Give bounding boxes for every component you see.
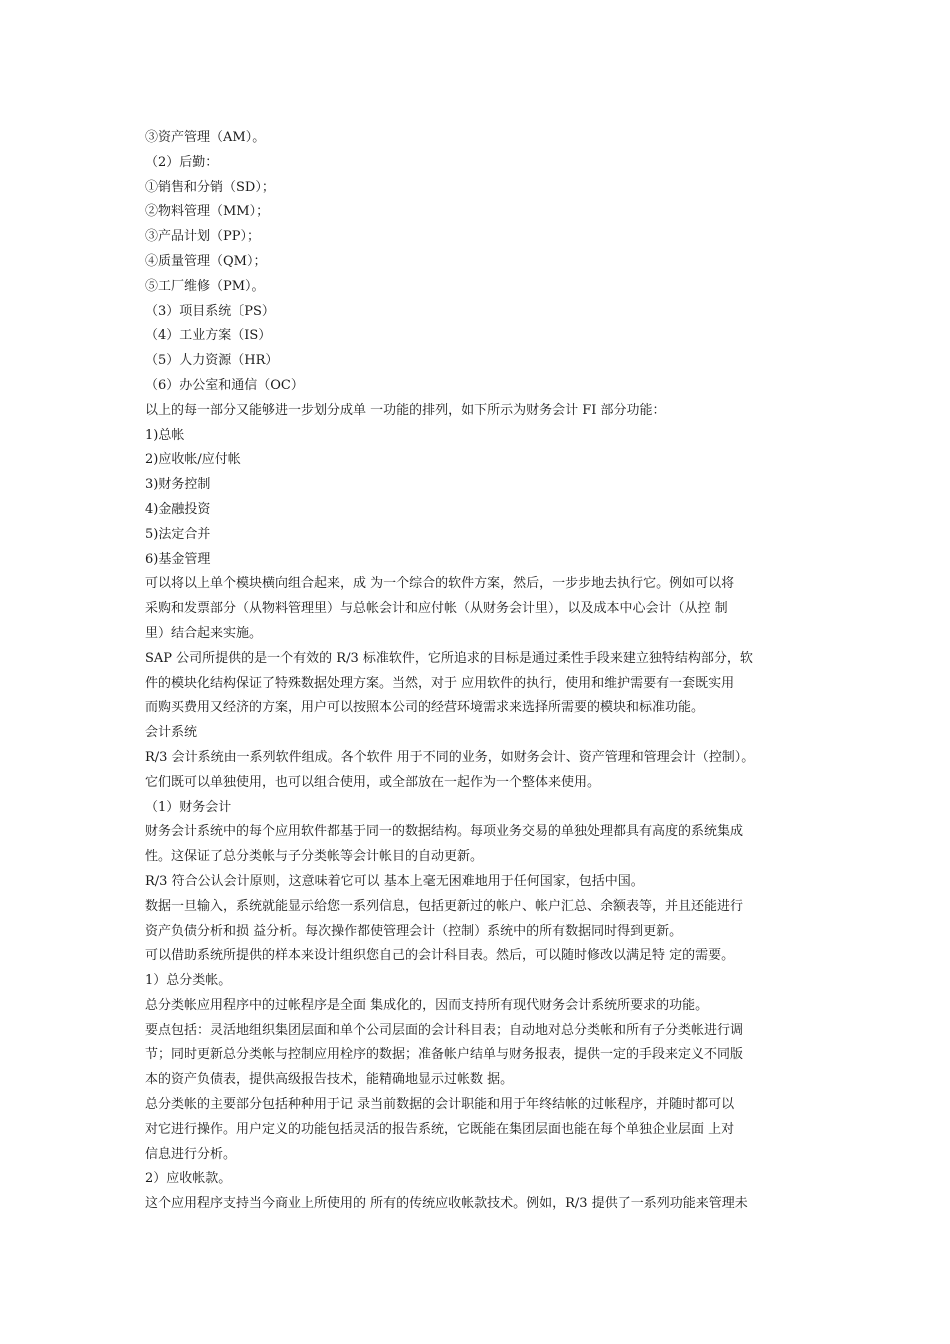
paragraph: 1）总分类帐。 [145,973,232,989]
paragraph: ④质量管理（QM）； [145,253,267,269]
paragraph: 3)财务控制 [145,477,211,493]
paragraph: SAP 公司所提供的是一个有效的 R/3 标准软件，它所追求的目标是通过柔性手段来建立独特结构部分，软 [145,650,753,666]
paragraph: 要点包括：灵活地组织集团层面和单个公司层面的会计科目表；自动地对总分类帐和所有子分类帐进行调 [145,1022,744,1038]
paragraph: 财务会计系统中的每个应用软件都基于同一的数据结构。每项业务交易的单独处理都具有高度的系统集成 [145,824,744,840]
paragraph: （6）办公室和通信（OC） [145,377,304,393]
paragraph: 本的资产负债表，提供高级报告技术，能精确地显示过帐数 据。 [145,1072,514,1088]
paragraph: 2）应收帐款。 [145,1171,232,1187]
paragraph: 信息进行分析。 [145,1146,237,1162]
paragraph: ③产品计划（PP）； [145,229,260,245]
paragraph: 4)金融投资 [145,501,211,517]
paragraph: 1)总帐 [145,427,185,443]
paragraph: 它们既可以单独使用，也可以组合使用，或全部放在一起作为一个整体来使用。 [145,774,601,790]
paragraph: 数据一旦输入，系统就能显示给您一系列信息，包括更新过的帐户、帐户汇总、余额表等，并且还能进行 [145,898,744,914]
paragraph: 2)应收帐/应付帐 [145,452,241,468]
paragraph: 5)法定合并 [145,526,211,542]
paragraph: （1）财务会计 [145,799,232,815]
paragraph: 可以将以上单个模块横向组合起来，成 为一个综合的软件方案，然后，一步步地去执行它。例如可以将 [145,576,735,592]
paragraph: 资产负债分析和损 益分析。每次操作都使管理会计（控制）系统中的所有数据同时得到更新。 [145,923,683,939]
paragraph: ⑤工厂维修（PM）。 [145,278,265,294]
paragraph: 采购和发票部分（从物料管理里）与总帐会计和应付帐（从财务会计里），以及成本中心会计（从控 制 [145,601,728,617]
paragraph: R/3 会计系统由一系列软件组成。各个软件 用于不同的业务，如财务会计、资产管理和管理会计（控制）。 [145,749,755,765]
paragraph: 以上的每一部分又能够进一步划分成单 一功能的排列，如下所示为财务会计 FI 部分功能： [145,402,666,418]
paragraph: ③资产管理（AM）。 [145,130,266,145]
paragraph: 件的模块化结构保证了特殊数据处理方案。当然，对于 应用软件的执行，使用和维护需要有一套既实用 [145,675,735,691]
paragraph: 对它进行操作。用户定义的功能包括灵活的报告系统，它既能在集团层面也能在每个单独企业层面 上对 [145,1121,735,1137]
paragraph: （5）人力资源（HR） [145,353,279,369]
paragraph: ②物料管理（MM）； [145,204,270,220]
paragraph: ①销售和分销（SD）； [145,179,275,195]
paragraph: 性。这保证了总分类帐与子分类帐等会计帐目的自动更新。 [145,849,484,865]
paragraph: 会计系统 [145,725,198,741]
paragraph: 节；同时更新总分类帐与控制应用栓序的数据；准备帐户结单与财务报表，提供一定的手段来定义不同版 [145,1047,744,1063]
document-body [145,126,825,1217]
paragraph: R/3 符合公认会计原则，这意味着它可以 基本上毫无困难地用于任何国家，包括中国。 [145,873,644,889]
paragraph: （2）后勤： [145,154,219,170]
paragraph: 可以借助系统所提供的样本来设计组织您自己的会计科目表。然后，可以随时修改以满足特 定的需要。 [145,948,735,964]
paragraph: 里）结合起来实施。 [145,625,263,641]
paragraph: （4）工业方案（IS） [145,328,272,344]
paragraph: （3）项目系统〔PS） [145,303,275,319]
paragraph: 这个应用程序支持当今商业上所使用的 所有的传统应收帐款技术。例如，R/3 提供了一系列功能来管理未 [145,1196,748,1212]
paragraph: 总分类帐的主要部分包括种种用于记 录当前数据的会计职能和用于年终结帐的过帐程序，并随时都可以 [145,1097,735,1113]
paragraph: 总分类帐应用程序中的过帐程序是全面 集成化的，因而支持所有现代财务会计系统所要求的功能。 [145,997,709,1013]
paragraph: 而购买费用又经济的方案，用户可以按照本公司的经营环境需求来选择所需要的模块和标准功能。 [145,700,705,716]
paragraph: 6)基金管理 [145,551,211,567]
